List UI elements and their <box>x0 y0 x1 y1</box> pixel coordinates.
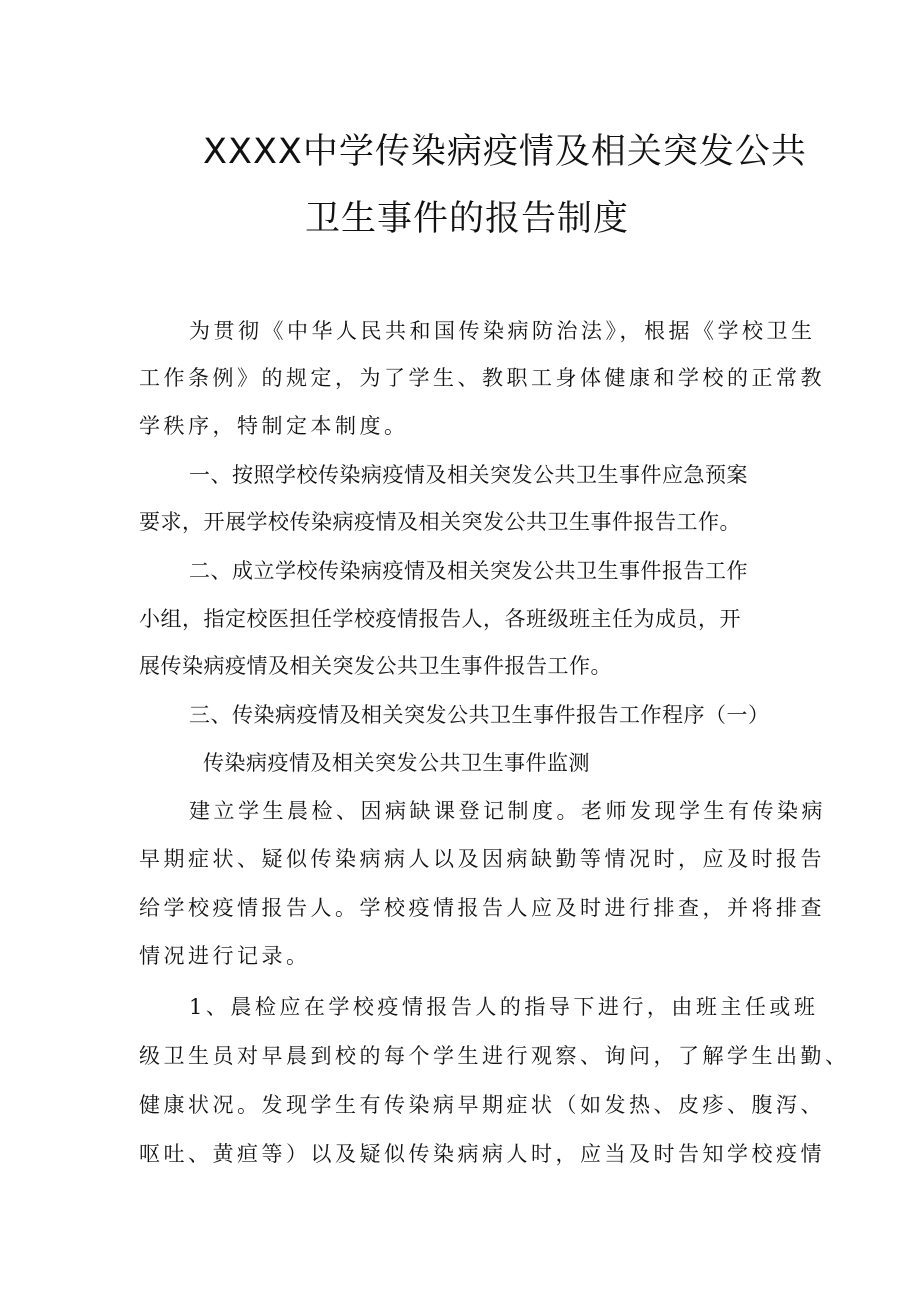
document-title-line-2: 卫生事件的报告制度 <box>305 199 630 239</box>
monitor-paragraph-line: 情况进行记录。 <box>139 944 311 968</box>
section-3-heading-line: 三、传染病疫情及相关突发公共卫生事件报告工作程序（一） <box>189 703 770 727</box>
monitor-paragraph-line: 给学校疫情报告人。学校疫情报告人应及时进行排查，并将排查 <box>139 896 825 920</box>
item-1-paragraph-line: 1、晨检应在学校疫情报告人的指导下进行，由班主任或班 <box>189 995 819 1019</box>
section-2-line: 展传染病疫情及相关突发公共卫生事件报告工作。 <box>139 654 612 678</box>
section-1-line: 要求，开展学校传染病疫情及相关突发公共卫生事件报告工作。 <box>139 510 741 534</box>
item-1-paragraph-line: 健康状况。发现学生有传染病早期症状（如发热、皮疹、腹泻、 <box>139 1093 825 1117</box>
intro-line: 工作条例》的规定，为了学生、教职工身体健康和学校的正常教 <box>139 366 825 390</box>
item-1-paragraph-line: 级卫生员对早晨到校的每个学生进行观察、询问，了解学生出勤、 <box>139 1044 850 1068</box>
intro-line: 学秩序，特制定本制度。 <box>139 414 409 438</box>
monitor-paragraph-line: 早期症状、疑似传染病病人以及因病缺勤等情况时，应及时报告 <box>139 847 825 871</box>
section-2-line: 小组，指定校医担任学校疫情报告人，各班级班主任为成员，开 <box>139 607 741 631</box>
item-1-paragraph-line: 呕吐、黄疸等）以及疑似传染病病人时，应当及时告知学校疫情 <box>139 1142 825 1166</box>
document-title-line-1: XXXX中学传染病疫情及相关突发公共 <box>203 132 807 172</box>
section-1-line: 一、按照学校传染病疫情及相关突发公共卫生事件应急预案 <box>189 463 748 487</box>
section-2-line: 二、成立学校传染病疫情及相关突发公共卫生事件报告工作 <box>189 559 748 583</box>
intro-line: 为贯彻《中华人民共和国传染病防治法》，根据《学校卫生 <box>189 319 816 343</box>
section-3-heading-line: 传染病疫情及相关突发公共卫生事件监测 <box>203 751 590 775</box>
monitor-paragraph-line: 建立学生晨检、因病缺课登记制度。老师发现学生有传染病 <box>189 799 826 823</box>
